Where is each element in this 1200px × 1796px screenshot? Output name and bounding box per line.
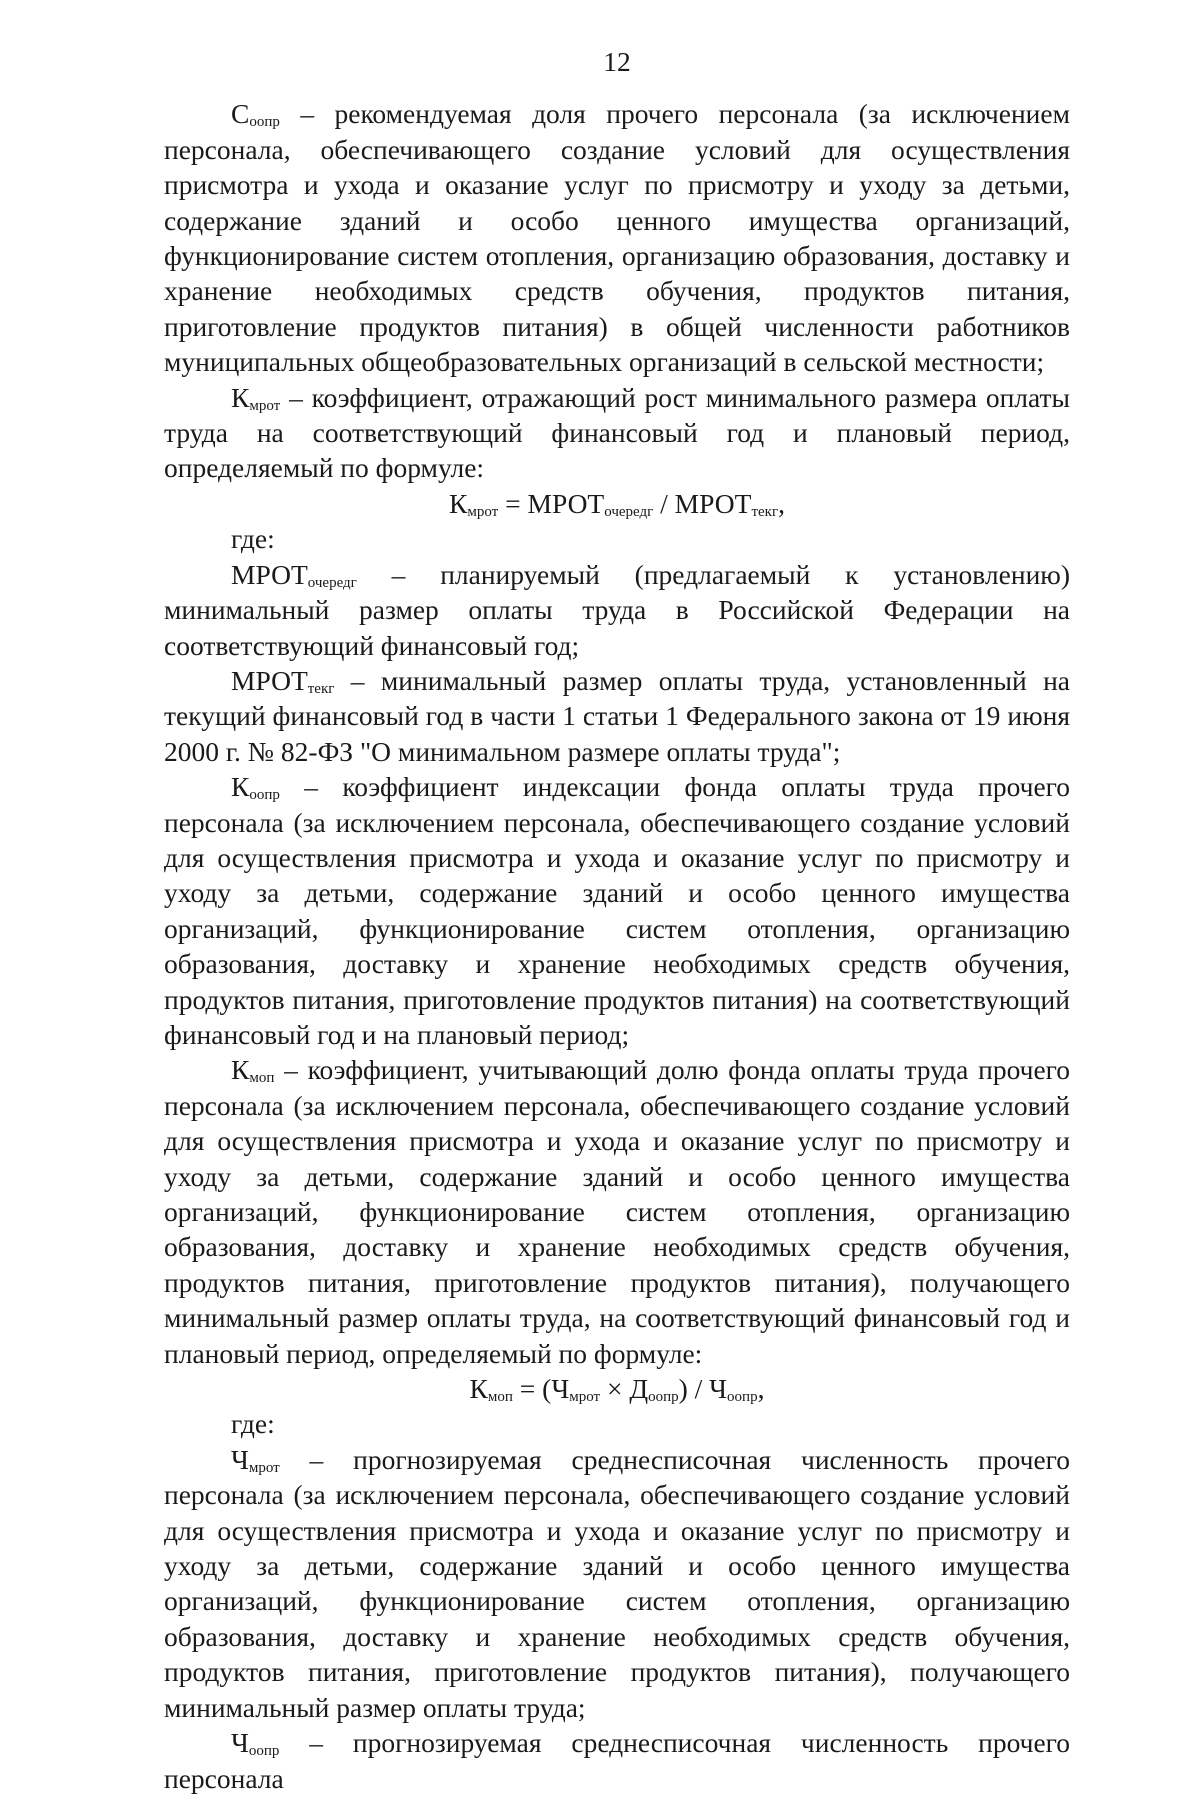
formula-subscript: мрот [467, 503, 499, 520]
formula-subscript: текг [751, 503, 779, 520]
definition-text: – рекомендуемая доля прочего персонала (за исключением персонала, обеспечивающего создание условий для осуществления присмотра и ухода и оказание услуг по присмотру и уходу за детьми, содержание зданий и особо ценного имущества организаций, функционирование систем отопления, организацию образования, доставку и хранение необходимых средств обучения, продуктов питания, приготовление продуктов питания) в общей численности работников муниципальных общеобразовательных организаций в сельской местности; [164, 98, 1070, 378]
symbol: К [231, 1054, 250, 1086]
symbol: Ч [231, 1443, 249, 1475]
formula-symbol: К [469, 1373, 488, 1405]
symbol-subscript: текг [307, 680, 335, 697]
formula-part: , [778, 487, 785, 519]
formula-subscript: оопр [727, 1389, 758, 1406]
formula-subscript: моп [487, 1389, 513, 1406]
formula-kmrot [164, 486, 1070, 521]
page-number: 12 [603, 46, 631, 77]
symbol: МРОТ [231, 558, 308, 590]
symbol: Ч [231, 1727, 249, 1759]
where-label: где: [231, 1408, 275, 1440]
definition-kmop [164, 1052, 1070, 1371]
formula-kmop [164, 1371, 1070, 1406]
symbol-subscript: моп [249, 1070, 275, 1087]
definition-text: – коэффициент, учитывающий долю фонда оплаты труда прочего персонала (за исключением персонала, обеспечивающего создание условий для осуществления присмотра и ухода и оказание услуг по присмотру и уходу за детьми, содержание зданий и особо ценного имущества организаций, функционирование систем отопления, организацию образования, доставку и хранение необходимых средств обучения, продуктов питания, приготовление продуктов питания), получающего минимальный размер оплаты труда, на соответствующий финансовый год и плановый период, определяемый по формуле: [164, 1054, 1070, 1369]
symbol-subscript: мрот [248, 1459, 280, 1476]
definition-text: – коэффициент индексации фонда оплаты труда прочего персонала (за исключением персонала, обеспечивающего создание условий для осуществления присмотра и ухода и оказание услуг по присмотру и уходу за детьми, содержание зданий и особо ценного имущества организаций, функционирование систем отопления, организацию образования, доставку и хранение необходимых средств обучения, продуктов питания, приготовление продуктов питания) на соответствующий финансовый год и на плановый период; [164, 771, 1070, 1050]
definition-kmrot [164, 380, 1070, 486]
symbol: С [231, 98, 250, 130]
symbol: МРОТ [231, 664, 308, 696]
definition-text: – коэффициент, отражающий рост минимального размера оплаты труда на соответствующий финансовый год и плановый период, определяемый по формуле: [164, 381, 1070, 484]
definition-mrot-tekg [164, 663, 1070, 769]
formula-part: ) / Ч [678, 1373, 728, 1405]
definition-text: – прогнозируемая среднесписочная численность прочего персонала [164, 1727, 1070, 1794]
definition-text: – планируемый (предлагаемый к установлению) минимальный размер оплаты труда в Российской Федерации на соответствующий финансовый год; [164, 558, 1070, 661]
definition-text: – прогнозируемая среднесписочная численность прочего персонала (за исключением персонала, обеспечивающего создание условий для осуществления присмотра и ухода и оказание услуг по присмотру и уходу за детьми, содержание зданий и особо ценного имущества организаций, функционирование систем отопления, организацию образования, доставку и хранение необходимых средств обучения, продуктов питания, приготовление продуктов питания), получающего минимальный размер оплаты труда; [164, 1443, 1070, 1723]
symbol: К [231, 771, 250, 803]
symbol-subscript: оопр [249, 787, 280, 804]
formula-part: × Д [600, 1373, 649, 1405]
formula-symbol: К [449, 487, 468, 519]
definition-soopr [164, 96, 1070, 379]
formula-subscript: очередг [604, 503, 654, 520]
formula-subscript: оопр [648, 1389, 679, 1406]
symbol-subscript: оопр [248, 1743, 280, 1760]
symbol-subscript: мрот [249, 397, 281, 414]
formula-part: / МРОТ [653, 487, 752, 519]
definition-text: – минимальный размер оплаты труда, установленный на текущий финансовый год в части 1 статьи 1 Федерального закона от 19 июня 2000 г. № 82-ФЗ "О минимальном размере оплаты труда"; [164, 664, 1070, 767]
symbol-subscript: очередг [307, 574, 357, 591]
definition-chmrot [164, 1442, 1070, 1725]
definition-koopr [164, 769, 1070, 1052]
definition-mrot-ocheredg [164, 557, 1070, 663]
symbol: К [231, 381, 250, 413]
symbol-subscript: оопр [249, 114, 280, 131]
formula-part: = (Ч [512, 1373, 570, 1405]
formula-part: = МРОТ [498, 487, 605, 519]
formula-subscript: мрот [569, 1389, 601, 1406]
formula-part: , [757, 1373, 765, 1405]
where-label: где: [231, 523, 275, 555]
definition-choopr [164, 1725, 1070, 1796]
